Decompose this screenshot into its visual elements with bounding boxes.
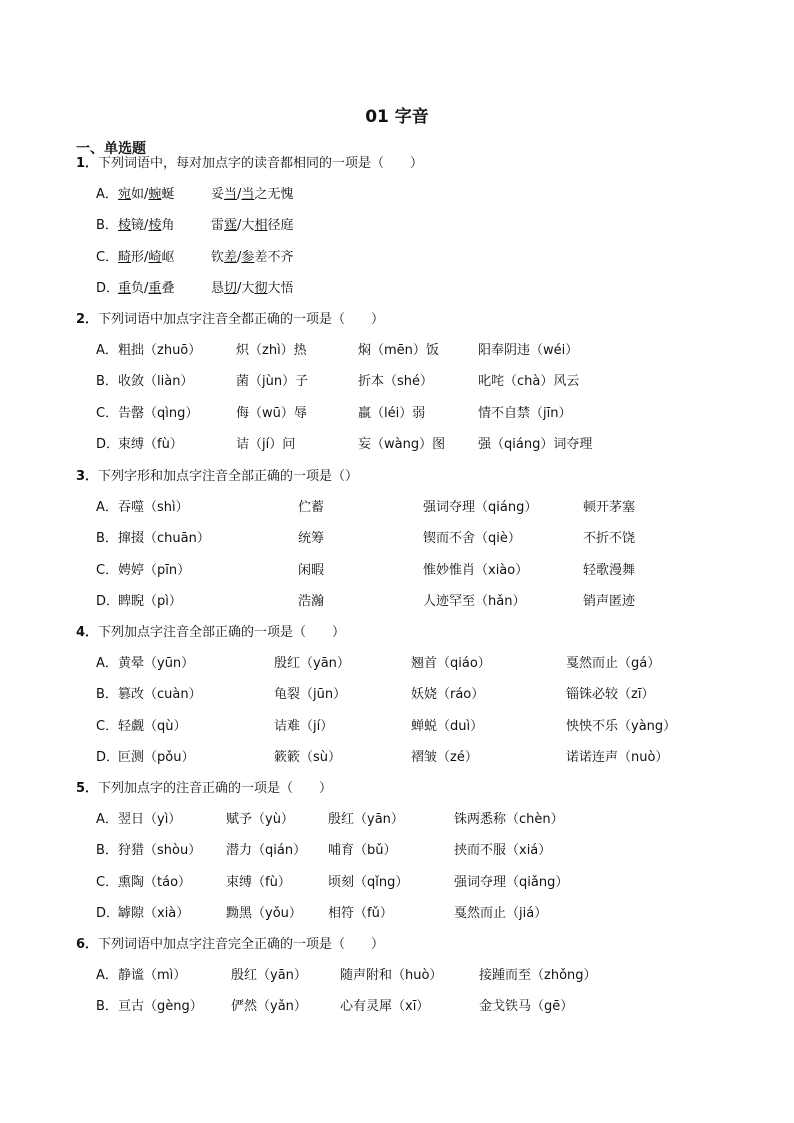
option-term: 恳切/大彻大悟 [211,280,294,296]
option-letter: D． [96,749,120,765]
option-term: 重负/重叠 [118,280,175,296]
option-term: 哺育（bǔ） [328,843,397,859]
option-term: 翌日（yì） [118,812,182,828]
option-letter: B． [96,999,118,1015]
option-term: 焖（mēn）饭 [358,343,439,359]
option-term: 菌（jùn）子 [236,374,309,390]
option-letter: C． [96,562,119,578]
option-term: 宛如/蜿蜒 [118,187,175,203]
option-letter: A． [96,656,118,672]
section-heading: 一、单选题 [76,141,146,157]
option-letter: C． [96,718,119,734]
option-term: 侮（wū）辱 [236,405,307,421]
option-term: 叱咤（chà）风云 [478,374,580,390]
option-term: 赋予（yù） [226,812,294,828]
question-text: 下列词语中，每对加点字的读音都相同的一项是（ ） [98,156,424,171]
option-term: 睥睨（pì） [118,593,182,609]
option-term: 不折不饶 [583,531,636,547]
question-number: 2． [76,312,99,327]
option-term: 诘（jí）问 [236,436,296,452]
question-number: 5． [76,781,99,796]
option-term: 闲暇 [298,562,325,578]
option-term: 束缚（fù） [118,436,183,452]
option-letter: C． [96,405,119,421]
question-text: 下列加点字的注音正确的一项是（ ） [98,781,333,796]
option-term: 怏怏不乐（yàng） [566,718,677,734]
option-term: 轻歌漫舞 [583,562,636,578]
option-term: 告罄（qìng） [118,405,199,421]
option-term: 炽（zhì）热 [236,343,307,359]
option-term: 静谧（mì） [118,968,187,984]
option-term: 畸形/崎岖 [118,249,175,265]
option-term: 棱镜/棱角 [118,218,175,234]
option-term: 妄（wàng）图 [358,436,446,452]
option-term: 簌簌（sù） [274,749,342,765]
option-term: 篡改（cuàn） [118,687,202,703]
option-term: 戛然而止（gá） [566,656,661,672]
option-term: 蝉蜕（duì） [411,718,484,734]
question-stem [76,623,345,643]
option-term: 妥当/当之无愧 [211,187,294,203]
option-term: 亘古（gèng） [118,999,203,1015]
option-letter: A． [96,968,118,984]
option-letter: B． [96,531,118,547]
option-term: 娉婷（pīn） [118,562,191,578]
option-term: 束缚（fù） [226,874,291,890]
option-term: 撺掇（chuān） [118,531,210,547]
option-term: 金戈铁马（gē） [479,999,574,1015]
option-term: 锲而不舍（qiè） [423,531,521,547]
option-term: 强（qiáng）词夺理 [478,436,593,452]
option-term: 黄晕（yūn） [118,656,195,672]
option-letter: D． [96,593,120,609]
option-term: 雷霆/大相径庭 [211,218,294,234]
question-number: 3． [76,469,99,484]
option-term: 妖娆（ráo） [411,687,485,703]
option-term: 惟妙惟肖（xiào） [423,562,529,578]
option-term: 伫蓄 [298,500,325,516]
question-text: 下列加点字注音全部正确的一项是（ ） [98,625,346,640]
option-term: 相符（fǔ） [328,905,393,921]
document-title: 01 字音 [365,107,429,127]
option-letter: A． [96,343,118,359]
option-term: 殷红（yān） [274,656,350,672]
option-term: 顷刻（qǐng） [328,874,409,890]
option-term: 狩猎（shòu） [118,843,202,859]
option-term: 龟裂（jūn） [274,687,347,703]
option-term: 心有灵犀（xī） [340,999,430,1015]
option-term: 销声匿迹 [583,593,636,609]
option-term: 接踵而至（zhǒng） [479,968,597,984]
option-letter: A． [96,187,118,203]
option-term: 强词夺理（qiǎng） [454,874,569,890]
option-term: 阳奉阴违（wéi） [478,343,579,359]
question-stem [76,154,423,174]
option-letter: D． [96,905,120,921]
question-stem [76,467,358,487]
option-term: 铢两悉称（chèn） [454,812,564,828]
option-term: 褶皱（zé） [411,749,478,765]
option-term: 黝黑（yǒu） [226,905,302,921]
option-term: 粗拙（zhuō） [118,343,202,359]
option-term: 戛然而止（jiá） [454,905,548,921]
option-term: 锱铢必较（zī） [566,687,655,703]
option-letter: B． [96,374,118,390]
option-term: 吞噬（shì） [118,500,189,516]
option-term: 顿开茅塞 [583,500,636,516]
option-term: 潜力（qián） [226,843,307,859]
question-number: 6． [76,937,99,952]
option-letter: B． [96,218,118,234]
option-letter: B． [96,843,118,859]
option-letter: D． [96,436,120,452]
option-term: 俨然（yǎn） [231,999,307,1015]
option-term: 翘首（qiáo） [411,656,491,672]
option-term: 浩瀚 [298,593,325,609]
option-term: 钦差/参差不齐 [211,249,294,265]
question-stem [76,935,384,955]
question-number: 4． [76,625,99,640]
option-term: 诘难（jí） [274,718,334,734]
question-number: 1． [76,156,99,171]
option-term: 殷红（yān） [328,812,404,828]
option-letter: A． [96,812,118,828]
option-term: 诺诺连声（nuò） [566,749,669,765]
option-term: 羸（léi）弱 [358,405,426,421]
option-letter: C． [96,874,119,890]
option-term: 强词夺理（qiáng） [423,500,538,516]
question-text: 下列字形和加点字注音全部正确的一项是（） [98,469,359,484]
option-term: 叵测（pǒu） [118,749,195,765]
option-term: 挟而不服（xiá） [454,843,552,859]
option-term: 统筹 [298,531,325,547]
option-term: 随声附和（huò） [340,968,443,984]
option-term: 熏陶（táo） [118,874,192,890]
question-text: 下列词语中加点字注音全都正确的一项是（ ） [98,312,385,327]
option-letter: C． [96,249,119,265]
question-text: 下列词语中加点字注音完全正确的一项是（ ） [98,937,385,952]
question-stem [76,310,384,330]
option-term: 情不自禁（jīn） [478,405,572,421]
option-term: 轻觑（qù） [118,718,187,734]
option-letter: B． [96,687,118,703]
option-letter: A． [96,500,118,516]
option-term: 殷红（yān） [231,968,307,984]
question-stem [76,779,332,799]
option-letter: D． [96,280,120,296]
option-term: 收敛（liàn） [118,374,194,390]
option-term: 罅隙（xià） [118,905,190,921]
option-term: 折本（shé） [358,374,434,390]
option-term: 人迹罕至（hǎn） [423,593,526,609]
